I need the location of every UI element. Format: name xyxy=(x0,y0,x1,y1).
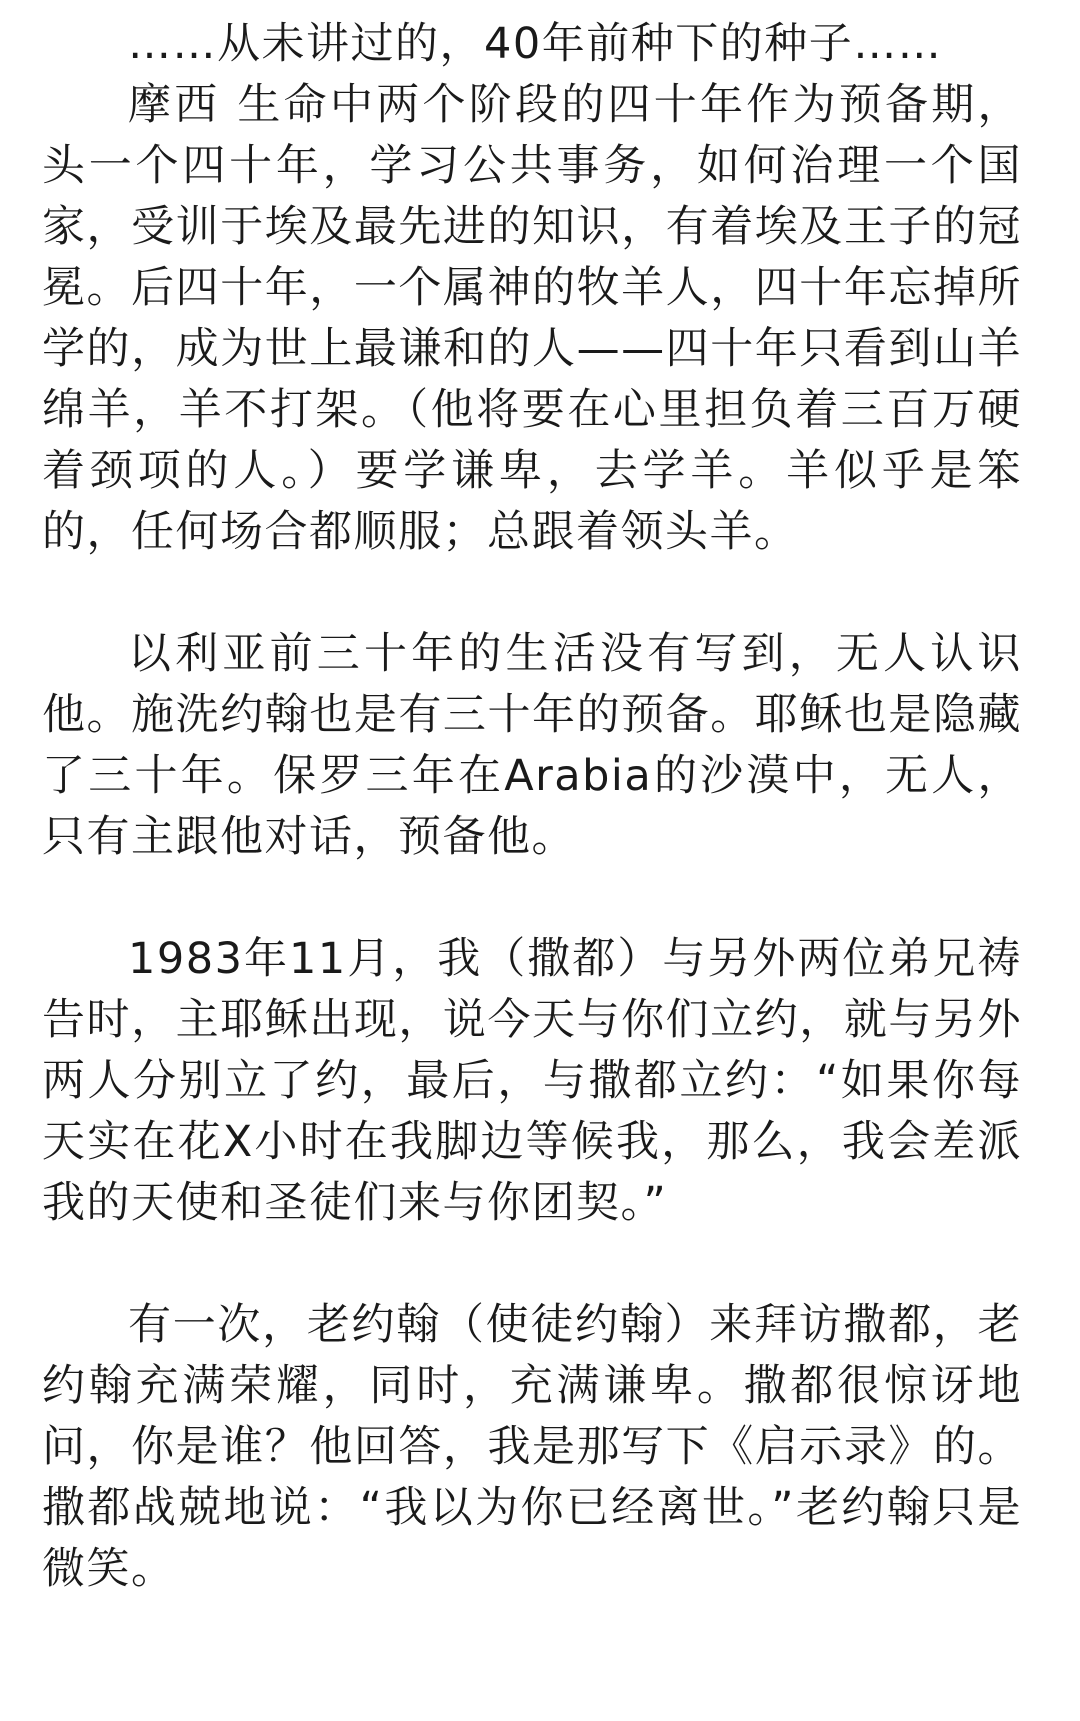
paragraph-intro: ……从未讲过的，40年前种下的种子…… xyxy=(128,19,943,69)
paragraph-old-john: 有一次，老约翰（使徒约翰）来拜访撒都，老约翰充满荣耀，同时，充满谦卑。撒都很惊讶地问，你是谁？他回答，我是那写下《启示录》的。撒都战兢地说：“我以为你已经离世。”老约翰只是微笑。 xyxy=(42,1300,1022,1594)
paragraph-elijah: 以利亚前三十年的生活没有写到，无人认识他。施洗约翰也是有三十年的预备。耶稣也是隐藏了三十年。保罗三年在Arabia的沙漠中，无人，只有主跟他对话，预备他。 xyxy=(42,629,1022,862)
paragraph-moses: 摩西 生命中两个阶段的四十年作为预备期，头一个四十年，学习公共事务，如何治理一个国家，受训于埃及最先进的知识，有着埃及王子的冠冕。后四十年，一个属神的牧羊人，四十年忘掉所学的，成为世上最谦和的人——四十年只看到山羊绵羊，羊不打架。（他将要在心里担负着三百万硬着颈项的人。）要学谦卑，去学羊。羊似乎是笨的，任何场合都顺服；总跟着领头羊。 xyxy=(42,80,1022,557)
paragraph-1983: 1983年11月，我（撒都）与另外两位弟兄祷告时，主耶稣出现，说今天与你们立约，就与另外两人分别立了约，最后，与撒都立约：“如果你每天实在花X小时在我脚边等候我，那么，我会差派我的天使和圣徒们来与你团契。” xyxy=(42,934,1022,1228)
